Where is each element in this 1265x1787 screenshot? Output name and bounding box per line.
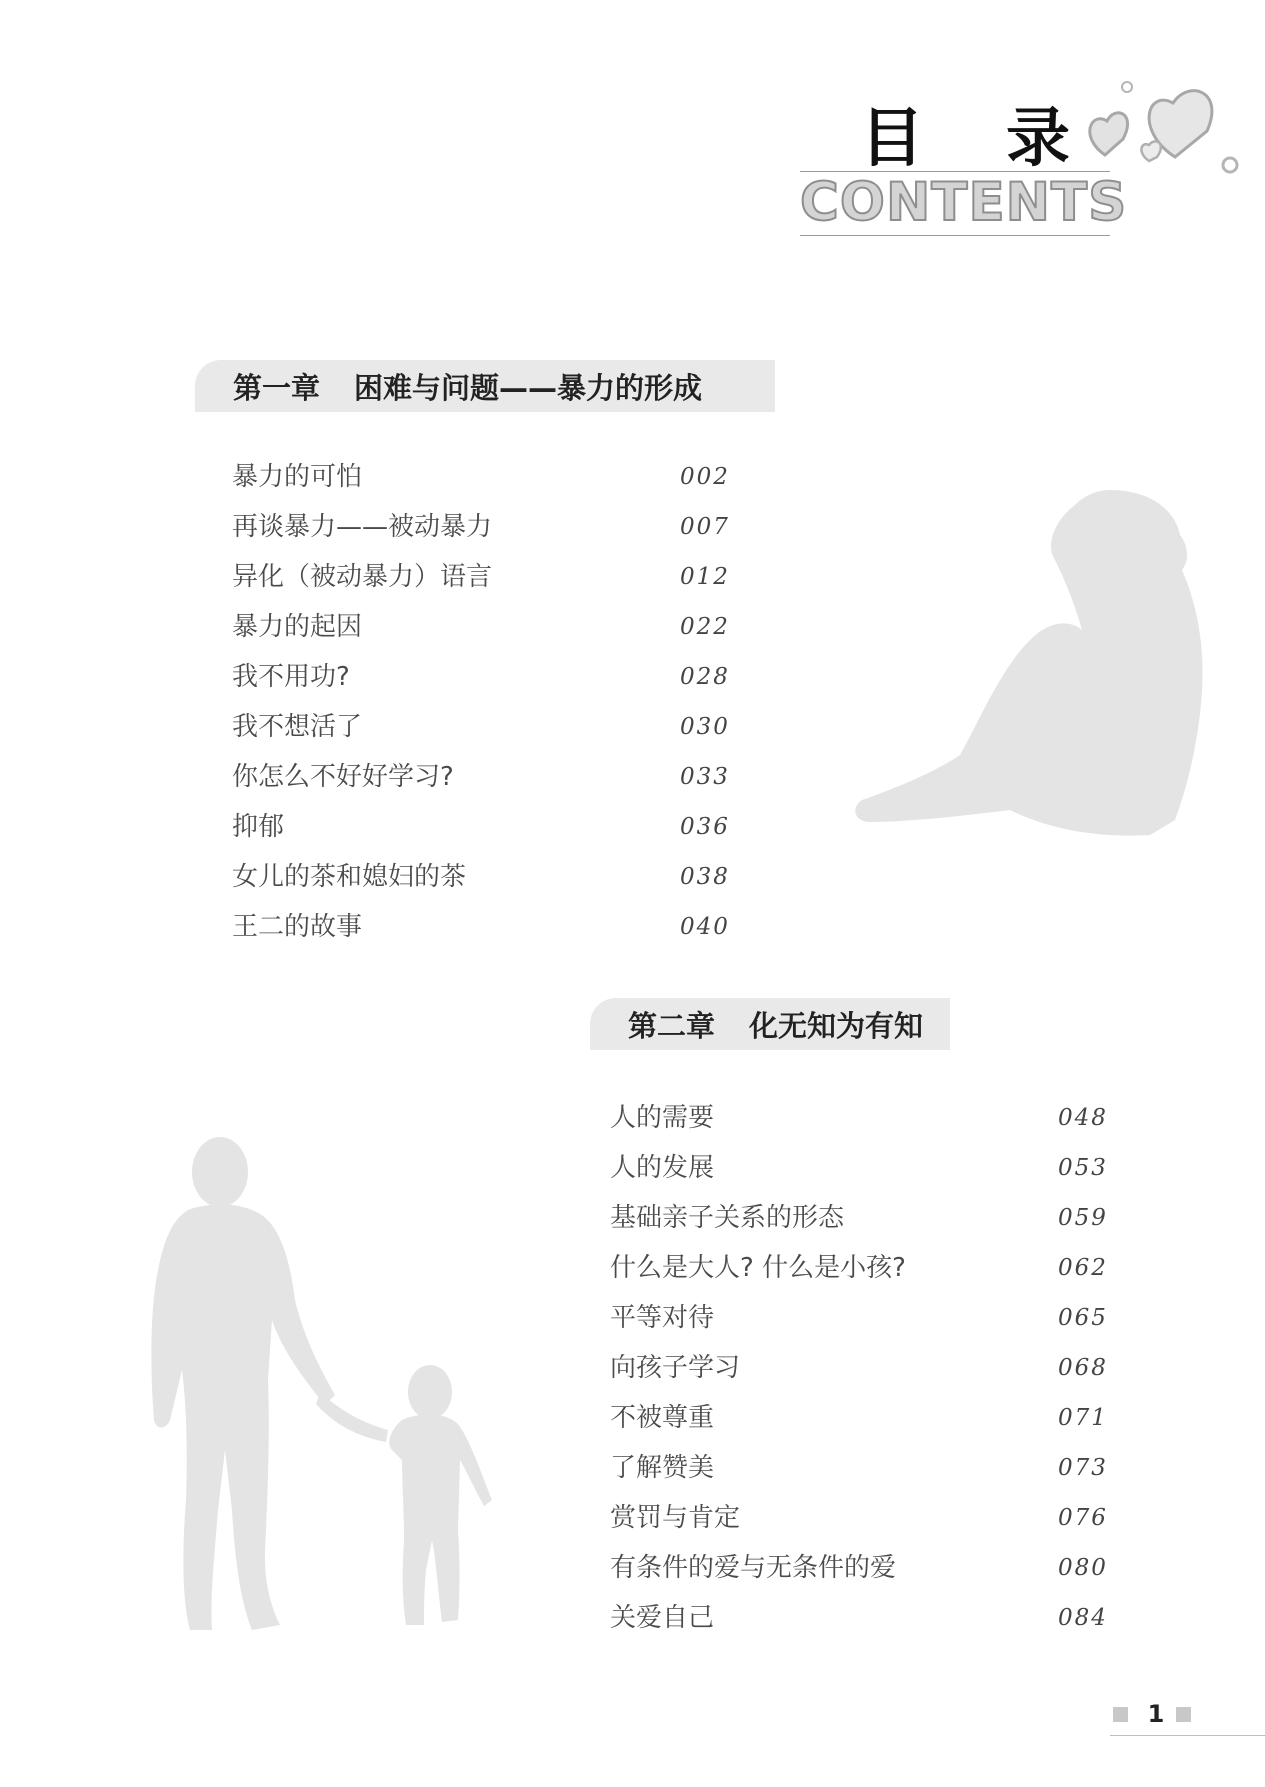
toc-entry-title: 关爱自己 (610, 1603, 715, 1633)
title-char-2: 录 (1006, 102, 1070, 176)
toc-entry[interactable] (610, 1543, 1110, 1593)
toc-entry-title: 异化（被动暴力）语言 (232, 562, 493, 592)
chapter-2-number: 第二章 (628, 1008, 716, 1043)
toc-entry[interactable] (232, 452, 752, 502)
toc-entry[interactable] (232, 702, 752, 752)
toc-entry-title: 什么是大人? 什么是小孩? (610, 1253, 906, 1283)
toc-entry-page: 036 (680, 814, 730, 840)
toc-entry-title: 你怎么不好好学习? (232, 762, 454, 792)
page-title (860, 88, 1070, 178)
toc-entry[interactable] (232, 752, 752, 802)
toc-entry-title: 暴力的可怕 (232, 462, 363, 492)
toc-entry-title: 暴力的起因 (232, 612, 363, 642)
toc-entry-page: 048 (1058, 1105, 1108, 1131)
toc-entry-title: 平等对待 (610, 1303, 715, 1333)
toc-entry-page: 080 (1058, 1555, 1108, 1581)
toc-entry-page: 038 (680, 864, 730, 890)
toc-entry-page: 040 (680, 914, 730, 940)
toc-entry[interactable] (232, 602, 752, 652)
toc-entry-title: 我不想活了 (232, 712, 363, 742)
sitting-figure-silhouette (850, 490, 1250, 840)
toc-entry-page: 059 (1058, 1205, 1108, 1231)
toc-entry-title: 再谈暴力——被动暴力 (232, 512, 493, 542)
chapter-1-entries (232, 452, 752, 952)
toc-entry-page: 065 (1058, 1305, 1108, 1331)
page-number: 1 (1147, 1700, 1165, 1728)
toc-entry-page: 068 (1058, 1355, 1108, 1381)
toc-entry-page: 084 (1058, 1605, 1108, 1631)
toc-entry-title: 女儿的茶和媳妇的茶 (232, 862, 467, 892)
toc-entry-page: 030 (680, 714, 730, 740)
toc-entry[interactable] (232, 902, 752, 952)
chapter-2-entries (610, 1093, 1110, 1643)
title-divider-bottom (800, 235, 1110, 236)
toc-entry-title: 了解赞美 (610, 1453, 715, 1483)
chapter-1-header[interactable] (195, 360, 775, 412)
toc-entry-page: 071 (1058, 1405, 1108, 1431)
chapter-1-number: 第一章 (233, 370, 321, 405)
toc-entry-page: 012 (680, 564, 730, 590)
toc-entry-page: 076 (1058, 1505, 1108, 1531)
page-footer (1110, 1693, 1265, 1739)
toc-entry-title: 有条件的爱与无条件的爱 (610, 1553, 897, 1583)
toc-entry[interactable] (232, 852, 752, 902)
toc-entry-title: 抑郁 (232, 812, 285, 842)
toc-entry-title: 人的发展 (610, 1153, 715, 1183)
toc-entry-title: 人的需要 (610, 1103, 715, 1133)
chapter-2-title: 化无知为有知 (749, 1008, 924, 1043)
toc-entry[interactable] (610, 1093, 1110, 1143)
toc-entry-page: 073 (1058, 1455, 1108, 1481)
toc-entry-page: 033 (680, 764, 730, 790)
toc-entry[interactable] (610, 1193, 1110, 1243)
toc-entry-page: 053 (1058, 1155, 1108, 1181)
toc-entry[interactable] (610, 1343, 1110, 1393)
footer-rule (1110, 1735, 1265, 1736)
chapter-1-title: 困难与问题——暴力的形成 (354, 370, 703, 405)
toc-entry[interactable] (232, 502, 752, 552)
toc-entry[interactable] (232, 552, 752, 602)
footer-square-right (1176, 1707, 1191, 1722)
toc-entry[interactable] (610, 1243, 1110, 1293)
toc-entry-title: 不被尊重 (610, 1403, 715, 1433)
toc-entry-title: 赏罚与肯定 (610, 1503, 741, 1533)
toc-entry[interactable] (610, 1593, 1110, 1643)
toc-entry[interactable] (610, 1443, 1110, 1493)
toc-entry-page: 022 (680, 614, 730, 640)
toc-entry[interactable] (610, 1143, 1110, 1193)
toc-entry[interactable] (610, 1393, 1110, 1443)
toc-entry-title: 向孩子学习 (610, 1353, 741, 1383)
toc-entry-title: 我不用功? (232, 662, 350, 692)
contents-heading: CONTENTS (800, 172, 1128, 233)
toc-entry-title: 基础亲子关系的形态 (610, 1203, 845, 1233)
toc-entry[interactable] (610, 1293, 1110, 1343)
toc-entry-page: 028 (680, 664, 730, 690)
toc-entry[interactable] (610, 1493, 1110, 1543)
toc-entry-page: 007 (680, 514, 730, 540)
parent-child-silhouette (140, 1130, 520, 1650)
toc-entry[interactable] (232, 652, 752, 702)
hearts-decoration-icon (1085, 75, 1255, 185)
title-char-1: 目 (860, 102, 924, 176)
toc-entry-page: 062 (1058, 1255, 1108, 1281)
toc-entry-title: 王二的故事 (232, 912, 363, 942)
toc-entry-page: 002 (680, 464, 730, 490)
chapter-2-header[interactable] (590, 998, 950, 1050)
toc-entry[interactable] (232, 802, 752, 852)
footer-square-left (1113, 1707, 1128, 1722)
